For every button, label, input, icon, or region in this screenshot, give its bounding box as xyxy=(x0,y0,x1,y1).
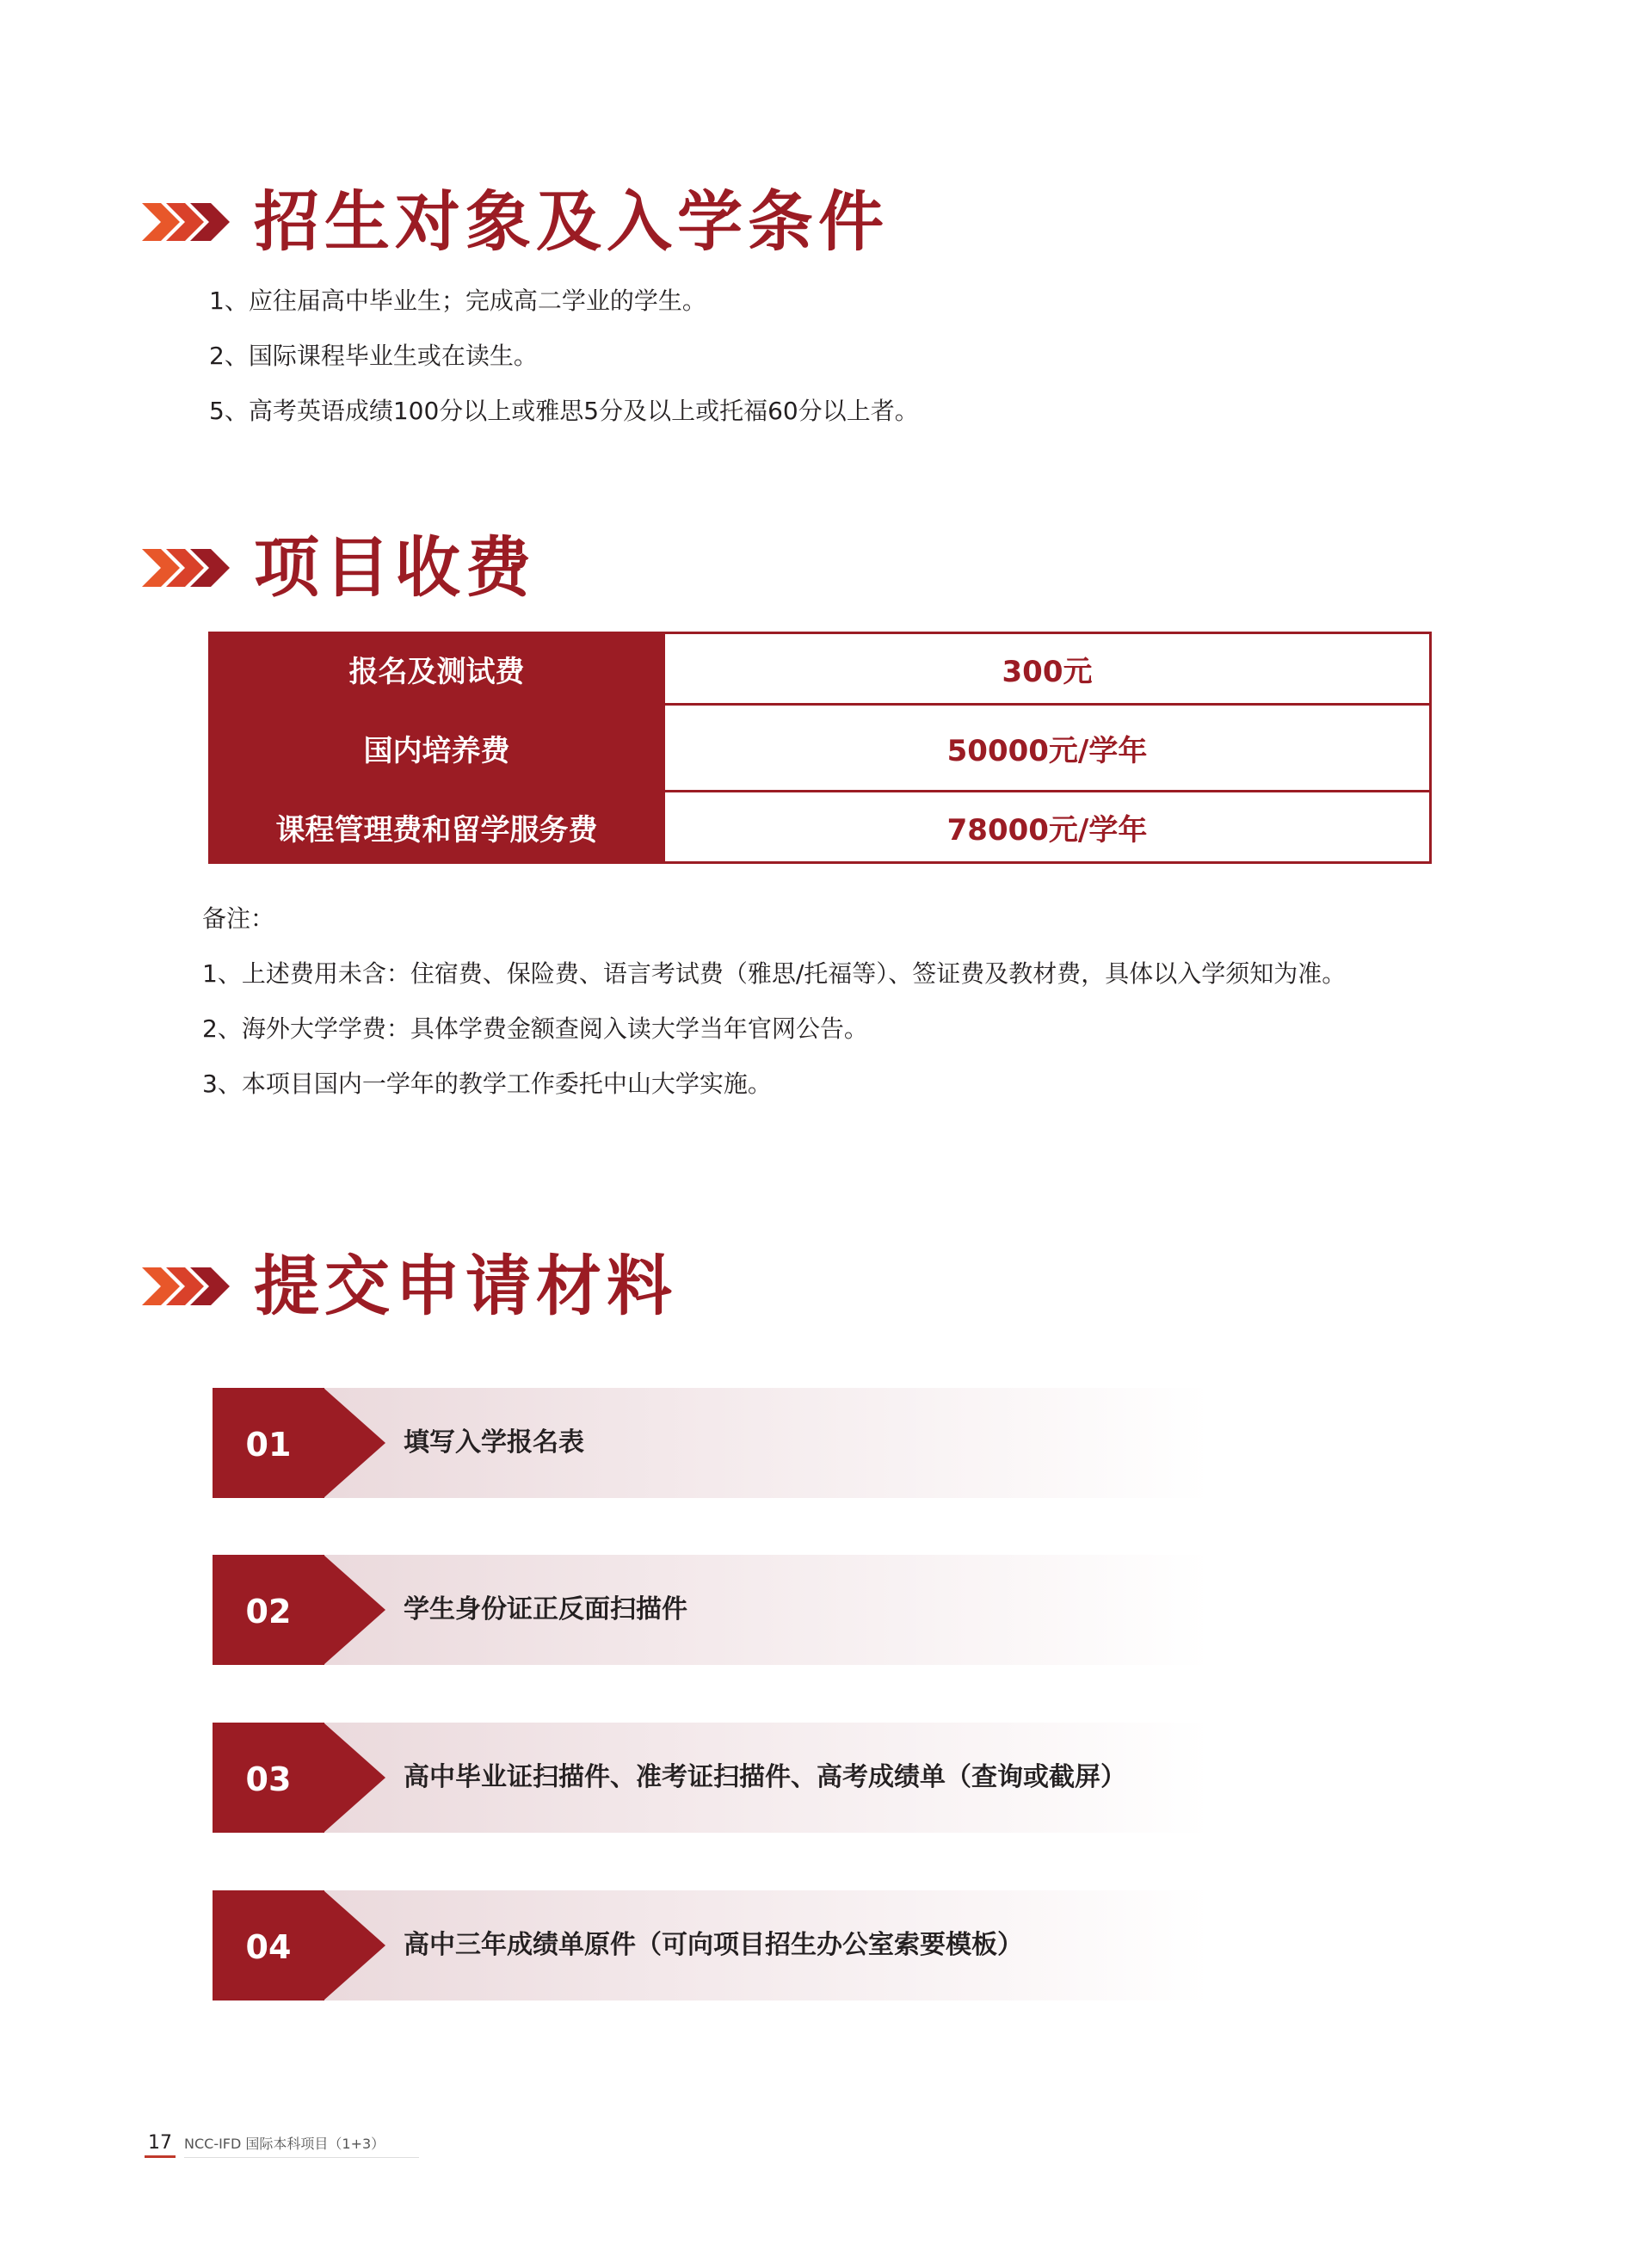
triple-chevron-icon xyxy=(142,203,230,241)
notes-title: 备注： xyxy=(202,904,275,933)
fee-value: 50000元/学年 xyxy=(664,705,1431,792)
material-step xyxy=(213,1555,1211,1665)
section-title-admission xyxy=(142,175,889,269)
page-footer xyxy=(145,2132,419,2158)
list-item: 5、高考英语成绩100分以上或雅思5分及以上或托福60分以上者。 xyxy=(209,397,919,425)
table-row xyxy=(210,633,1431,705)
triple-chevron-icon xyxy=(142,549,230,587)
step-text: 学生身份证正反面扫描件 xyxy=(404,1594,687,1624)
material-step xyxy=(213,1890,1211,2000)
section-title-materials xyxy=(142,1239,677,1334)
step-text: 高中三年成绩单原件（可向项目招生办公室索要模板） xyxy=(404,1930,1023,1960)
section-heading: 提交申请材料 xyxy=(254,1248,677,1324)
admission-requirements-list xyxy=(209,274,919,439)
step-badge-tip xyxy=(324,1890,385,2000)
fee-label: 课程管理费和留学服务费 xyxy=(210,792,664,863)
table-row xyxy=(210,705,1431,792)
fee-value: 300元 xyxy=(664,633,1431,705)
step-number: 04 xyxy=(245,1928,292,1966)
material-step xyxy=(213,1388,1211,1498)
fee-notes xyxy=(202,891,1346,1112)
fee-value: 78000元/学年 xyxy=(664,792,1431,863)
section-title-fees xyxy=(142,521,536,615)
list-item: 2、国际课程毕业生或在读生。 xyxy=(209,342,538,370)
step-number: 01 xyxy=(245,1426,292,1464)
step-badge-tip xyxy=(324,1723,385,1833)
fee-label: 报名及测试费 xyxy=(210,633,664,705)
step-text: 高中毕业证扫描件、准考证扫描件、高考成绩单（查询或截屏） xyxy=(404,1762,1126,1792)
material-step xyxy=(213,1723,1211,1833)
triple-chevron-icon xyxy=(142,1267,230,1305)
step-text: 填写入学报名表 xyxy=(404,1427,584,1458)
page-number: 17 xyxy=(145,2132,176,2158)
step-number: 03 xyxy=(245,1760,292,1798)
list-item: 2、海外大学学费：具体学费金额查阅入读大学当年官网公告。 xyxy=(202,1014,868,1043)
fee-label: 国内培养费 xyxy=(210,705,664,792)
table-row xyxy=(210,792,1431,863)
section-heading: 招生对象及入学条件 xyxy=(254,183,889,260)
list-item: 1、应往届高中毕业生；完成高二学业的学生。 xyxy=(209,287,706,315)
step-badge-tip xyxy=(324,1388,385,1498)
footer-text: NCC-IFD 国际本科项目（1+3） xyxy=(184,2133,419,2158)
step-badge-tip xyxy=(324,1555,385,1665)
step-number: 02 xyxy=(245,1593,292,1631)
fee-table xyxy=(208,632,1432,864)
list-item: 3、本项目国内一学年的教学工作委托中山大学实施。 xyxy=(202,1070,772,1098)
list-item: 1、上述费用未含：住宿费、保险费、语言考试费（雅思/托福等）、签证费及教材费，具体以入学须知为准。 xyxy=(202,959,1347,988)
section-heading: 项目收费 xyxy=(254,529,536,606)
